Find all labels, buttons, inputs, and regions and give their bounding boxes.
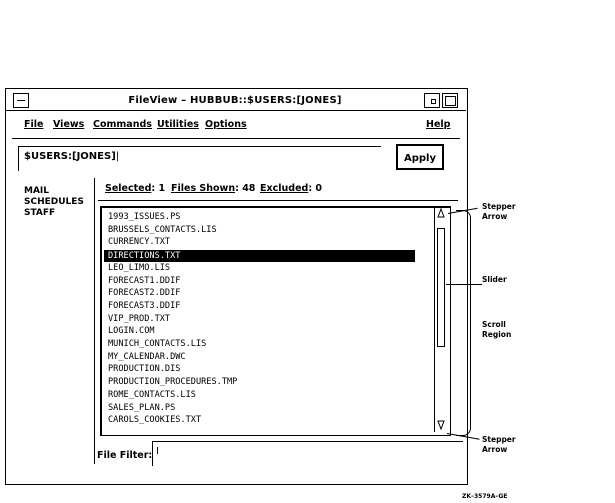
menu-views[interactable]: Views	[53, 119, 85, 130]
file-list-item[interactable]: VIP_PROD.TXT	[108, 313, 171, 324]
file-list-item[interactable]: LEO_LIMO.LIS	[108, 262, 171, 273]
excluded-count: Excluded: 0	[260, 183, 323, 194]
annotation-scroll-region: Scroll Region	[482, 320, 512, 339]
file-list-item[interactable]: FORECAST1.DDIF	[108, 275, 181, 286]
file-list-item[interactable]: MY_CALENDAR.DWC	[108, 351, 186, 362]
directory-shortcut-list	[18, 178, 95, 464]
menu-utilities[interactable]: Utilities	[157, 119, 199, 130]
menu-help[interactable]: Help	[426, 119, 451, 130]
file-list-item[interactable]: 1993_ISSUES.PS	[108, 212, 181, 222]
shortcut-staff[interactable]: STAFF	[24, 208, 56, 218]
file-list-item[interactable]: CURRENCY.TXT	[108, 237, 171, 248]
window-title: FileView – HUBBUB::$USERS:[JONES]	[128, 95, 342, 106]
file-list-item[interactable]: SALES_PLAN.PS	[108, 402, 176, 413]
shortcut-schedules[interactable]: SCHEDULES	[24, 197, 84, 207]
file-list-item[interactable]: DIRECTIONS.TXT	[104, 250, 415, 262]
files-shown-count: Files Shown: 48	[171, 183, 256, 194]
selected-count: Selected: 1	[105, 183, 166, 194]
scroll-up-arrow-icon[interactable]	[437, 208, 445, 218]
annotation-stepper-bottom: Stepper Arrow	[482, 435, 516, 454]
text-cursor-icon: I	[156, 446, 159, 457]
file-list-item[interactable]: BRUSSELS_CONTACTS.LIS	[108, 224, 217, 235]
menu-options[interactable]: Options	[205, 119, 247, 130]
menu-commands[interactable]: Commands	[93, 119, 152, 130]
maximize-icon[interactable]	[442, 93, 458, 108]
file-list-item[interactable]: PRODUCTION_PROCEDURES.TMP	[108, 377, 238, 388]
scroll-down-arrow-icon[interactable]	[437, 420, 445, 430]
annotation-stepper-top: Stepper Arrow	[482, 202, 516, 221]
file-list-item[interactable]: ROME_CONTACTS.LIS	[108, 389, 196, 400]
file-list-item[interactable]: FORECAST3.DDIF	[108, 300, 181, 311]
file-list-item[interactable]: CAROLS_COOKIES.TXT	[108, 415, 202, 426]
apply-button[interactable]: Apply	[396, 144, 444, 170]
file-list-item[interactable]: MUNICH_CONTACTS.LIS	[108, 339, 207, 349]
file-filter-label: File Filter:	[97, 450, 153, 461]
directory-path-value: $USERS:[JONES]|	[24, 151, 120, 162]
figure-code: ZK–3579A–GE	[462, 493, 508, 500]
file-list-item[interactable]: FORECAST2.DDIF	[108, 288, 181, 299]
scroll-region-bracket	[456, 210, 471, 436]
menu-file[interactable]: File	[24, 119, 44, 130]
scroll-slider[interactable]	[437, 228, 445, 347]
shortcut-mail[interactable]: MAIL	[24, 186, 50, 196]
file-filter-input[interactable]	[152, 441, 463, 466]
file-list-item[interactable]: PRODUCTION.DIS	[108, 364, 181, 375]
file-list-item[interactable]: LOGIN.COM	[108, 326, 155, 337]
annotation-slider: Slider	[482, 275, 507, 284]
window-menu-icon[interactable]	[13, 93, 29, 108]
minimize-icon[interactable]	[424, 93, 440, 108]
